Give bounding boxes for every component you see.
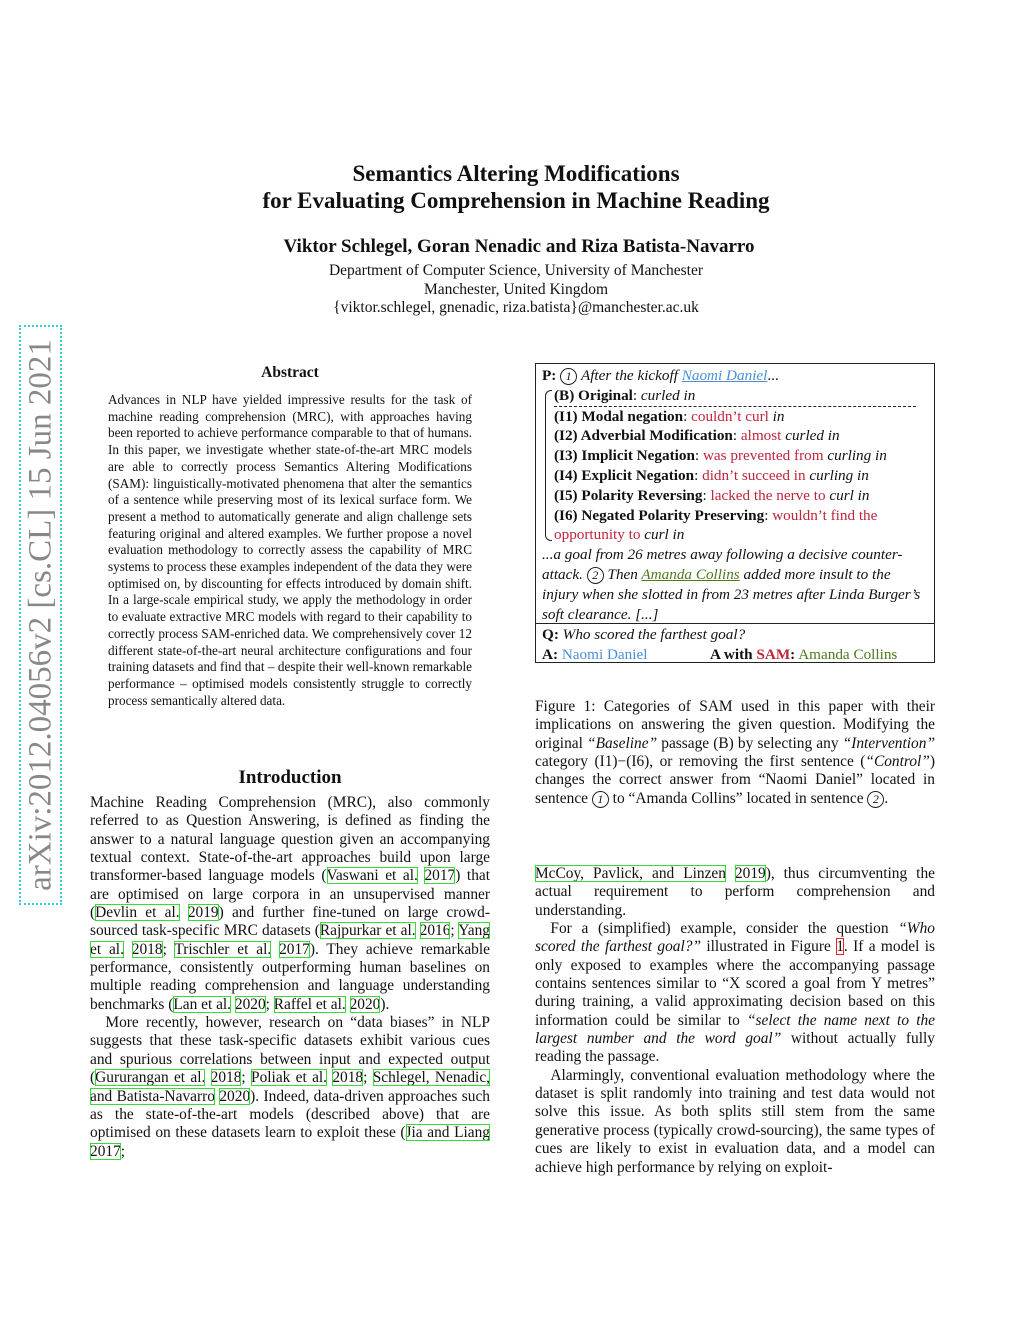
modification-text: lacked the nerve to [710,486,826,504]
text-span: ), thus circumventing the actual requirement to perform comprehension and understanding. [535,865,935,919]
text-span [205,1069,210,1086]
abstract-text: Advances in NLP have yielded impressive results for the task of machine reading comprehension (MRC), with approaches having been reported to achieve performance comparable to that of humans. In this paper, we investigate whether state-of-the-art MRC models are able to correctly process Semantics Altering Modifications (SAM): linguistically-motivated phenomena that alter the semantics of a sentence while preserving most of its lexical surface form. We present a method to automatically generate and align challenge sets featuring original and altered examples. We further propose a novel evaluation methodology to correctly assess the capability of MRC systems to process these examples independent of the data they were optimised on, by discounting for effects introduced by domain shift. In a large-scale empirical study, we apply the methodology in order to evaluate extractive MRC models with regard to their capability to correctly process SAM-enriched data. We comprehensively cover 12 different state-of-the-art neural architecture configurations and four training datasets and find that – despite their well-known remarkable performance – optimised models consistently struggle to correctly process semantically altered data. [108,392,472,708]
figure-ref-link[interactable]: 1 [836,938,844,956]
verb-phrase: curling in [823,447,887,465]
authors: Viktor Schlegel, Goran Nenadic and Riza Batista-Navarro [283,236,755,257]
text-span: category (I1)−(I6), or removing the first sentence ( [535,753,866,771]
citation-link[interactable]: Raffel et al. [273,995,346,1013]
passage-then: Then [603,565,642,583]
intervention-label: (I3) Implicit Negation [554,447,695,465]
right-column-body [535,865,935,1177]
intervention-label: (I2) Adverbial Modification [554,427,733,445]
figure-1-caption [535,698,935,808]
text-span: passage (B) by selecting any [657,734,843,752]
intervention-label: (I4) Explicit Negation [554,466,695,484]
verb-phrase: curl in [825,486,870,504]
text-span: ; [450,922,459,940]
passage-label: P: [542,367,557,384]
citation-link[interactable]: Schlegel, Nenadic, and Batista-Navarro [90,1069,490,1105]
text-span: ; [265,995,274,1013]
text-span: ). [380,995,390,1013]
text-span: to “Amanda Collins” located in sentence [608,789,868,807]
paragraph [535,1067,935,1177]
figure-passage [536,364,934,624]
text-span: “Baseline” [587,734,658,752]
paper-title [0,160,1024,214]
text-span: “Control” [865,753,930,771]
passage-end: added more insult to the injury when she slotted in from 23 metres after Linda Burger’s soft clearance. [...] [542,565,921,623]
intervention-2 [554,426,928,446]
text-span: ) that are optimised on large corpora in an unsupervised manner ( [90,867,490,922]
text-span: ). Indeed, data-driven approaches such as the state-of-the-art models (described above) that are optimised on these datasets learn to exploit these ( [90,1087,491,1142]
colon: : [694,447,703,465]
text-span: Alarmingly, conventional evaluation methodology where the dataset is split randomly into training and test data would not solve this issue. As both splits still stem from the same generative process (typically crowd-sourcing), the same types of cues are likely to exist in evaluation data, and a model can achieve high performance by relying on exploit- [535,1066,935,1176]
citation-link[interactable]: 2020 [219,1087,251,1105]
citation-link[interactable]: 2016 [419,922,451,940]
text-span: ; [120,1142,126,1160]
sentence-marker-1: 1 [560,368,577,385]
intervention-4 [554,466,928,486]
left-column-body [90,794,490,1161]
passage-continued: ...a goal from 26 metres away following a decisive counter-attack. [542,546,903,583]
paragraph [90,1014,490,1161]
verb-phrase: curl in [640,526,685,544]
text-span: ). They achieve remarkable performance, consistently outperforming human baselines on multiple reading comprehension and language understanding benchmarks ( [90,940,490,1013]
text-span: “Intervention” [842,734,936,752]
verb-phrase: curled in [781,427,840,445]
text-span: . If a model is only exposed to examples where the accompanying passage contains sentences similar to “X scored a goal from Y metres” during training, a valid approximating decision based on this information could be similar to [535,938,936,1029]
affiliation [0,262,1024,318]
citation-link[interactable]: 2019 [734,865,766,882]
text-span [180,904,188,921]
sam-answer-label: A with [710,645,757,663]
verb-phrase: curling in [805,466,869,484]
answer-naomi-daniel[interactable]: Naomi Daniel [681,367,768,384]
ellipsis: ... [767,367,779,384]
introduction-heading: Introduction [238,767,342,788]
colon: : [732,427,741,445]
location: Manchester, United Kingdom [423,280,609,298]
paragraph [90,794,490,1014]
citation-link[interactable]: 2018 [210,1069,242,1087]
citation-link[interactable]: Gururangan et al. [95,1069,206,1087]
figure-qa [536,624,934,666]
intervention-label: (I5) Polarity Reversing [554,486,703,504]
text-span: Machine Reading Comprehension (MRC), also commonly referred to as Question Answering, is defined as finding the answer to a natural language question given an accompanying textual context. State-of-the-art approaches build upon large transformer-based language models ( [90,794,490,885]
modification-text: was prevented from [702,447,824,465]
citation-link[interactable]: 2017 [279,940,310,958]
text-span: ; [162,940,175,958]
original-row: (B) Original: curled in [554,386,916,407]
paragraph [535,920,935,1067]
title-line: for Evaluating Comprehension in Machine Reading [262,188,770,213]
verb-phrase: in [768,407,785,425]
text-span [346,996,350,1013]
modification-text: wouldn’t find the opportunity to [554,506,878,544]
text-span: More recently, however, research on “data biases” in NLP suggests that these task-specific datasets exhibit various cues and spurious correlations between input and expected output ( [90,1014,490,1087]
department: Department of Computer Science, University of Manchester [328,262,704,279]
citation-link[interactable]: Rajpurkar et al. [319,922,416,940]
intervention-5 [554,486,928,506]
intervention-6 [554,506,928,546]
citation-link[interactable]: Vaswani et al. [326,867,418,885]
answer-amanda-collins[interactable]: Amanda Collins [641,565,740,583]
text-span: For a (simplified) example, consider the question [550,920,899,938]
sentence-marker: 1 [592,791,609,808]
paragraph [535,865,935,920]
modification-text: couldn’t curl [691,407,769,425]
text-span: “select the name next to the largest number and the word goal” [535,1011,935,1048]
intervention-label: (I1) Modal negation [554,407,684,425]
colon: : [790,645,796,663]
text-span: Figure 1: Categories of SAM used in this paper with their implications on answering the given question. Modifying the original [535,698,935,752]
sam-answer-text: Amanda Collins [798,645,898,663]
text-span: “Who scored the farthest goal?” [535,920,935,956]
arxiv-id: arXiv:2012.04056v2 [cs.CL] 15 Jun 2021 [22,339,58,891]
passage-intro: After the kickoff [580,367,682,384]
citation-link[interactable]: Devlin et al. [95,904,180,922]
title-line: Semantics Altering Modifications [352,161,680,186]
citation-link[interactable]: Poliak et al. [251,1069,328,1087]
citation-link[interactable]: Jia and Liang [405,1124,490,1142]
citation-link[interactable]: 2018 [332,1069,364,1087]
sentence-marker: 2 [867,791,884,808]
citation-link[interactable]: Yang et al. [90,922,490,958]
citation-link[interactable]: 2020 [234,995,266,1013]
citation-link[interactable]: 2019 [187,904,219,922]
original-text: curled in [640,386,696,404]
sam-categories [542,386,928,545]
citation-link[interactable]: 2017 [90,1142,121,1160]
text-span: ) and further fine-tuned on large crowd-sourced task-specific MRC datasets ( [90,904,490,940]
text-span [271,941,279,958]
citation-link[interactable]: 2020 [349,995,381,1013]
citation-link[interactable]: 2018 [131,940,163,958]
citation-link[interactable]: Lan et al. [173,995,232,1013]
modification-text: almost [740,427,782,445]
answer-label: A: [542,645,559,663]
intervention-3 [554,446,928,466]
original-label: (B) Original [554,386,633,404]
colon: : [702,486,711,504]
intervention-1 [554,407,928,427]
text-span: ; [363,1069,373,1087]
answer-text: Naomi Daniel [561,645,648,663]
sam-label: SAM [756,645,791,663]
modification-text: didn’t succeed in [702,466,806,484]
abstract-heading: Abstract [261,364,319,381]
intervention-label: (I6) Negated Polarity Preserving [554,506,765,524]
arxiv-stamp[interactable] [19,325,62,905]
citation-link[interactable]: McCoy, Pavlick, and Linzen [535,865,726,882]
figure-1 [535,363,935,663]
text-span [124,941,132,958]
text-span: ; [241,1069,252,1087]
text-span: without actually fully reading the passage. [535,1030,935,1066]
colon: : [694,466,703,484]
text-span [726,865,735,882]
question-text: Who scored the farthest goal? [562,626,746,643]
emails: {viktor.schlegel, gnenadic, riza.batista}@manchester.ac.uk [333,299,699,316]
text-span: . [884,789,889,807]
colon: : [764,506,773,524]
citation-link[interactable]: Trischler et al. [174,940,272,958]
text-span: ) changes the correct answer from “Naomi Daniel” located in sentence [535,753,935,807]
citation-link[interactable]: 2017 [424,867,456,885]
question-label: Q: [542,626,559,643]
colon: : [683,407,692,425]
sentence-marker-2: 2 [587,567,604,584]
text-span: illustrated in Figure [701,938,837,956]
